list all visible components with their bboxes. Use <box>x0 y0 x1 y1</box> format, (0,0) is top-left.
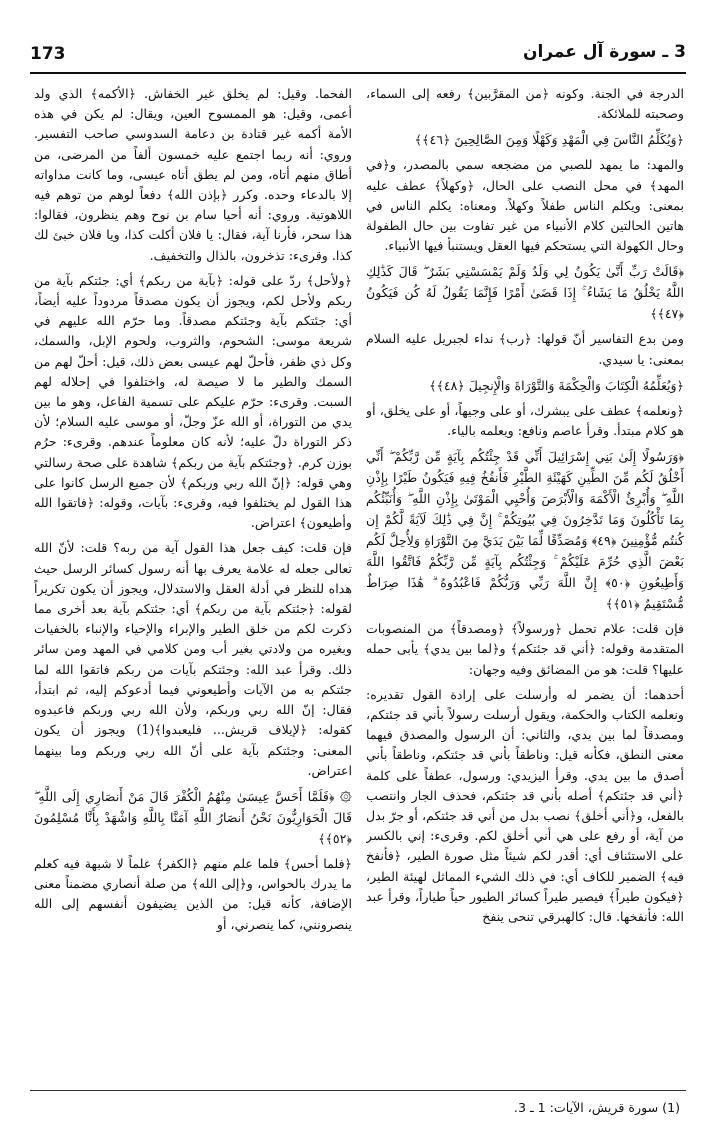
paragraph: الدرجة في الجنة. وكونه ﴿من المقرَّبين﴾ رفعه إلى السماء، وصحبته للملائكة. <box>366 86 684 122</box>
right-column <box>366 84 684 1059</box>
paragraph: ﴿ولأحل﴾ ردّ على قوله: ﴿بآية من ربكم﴾ أي: جئتكم بآية من ربكم ولأحل لكم، ويجوز أن يكون مصدقاً مردوداً عليه أيضاً، أي: جئتكم بآية وجئتكم مصدقاً. وما حرّم الله عليهم في شريعة موسى: الشحوم، والثروب، ولحوم الإبل، والسمك، وكل ذي ظفر، فأحلّ لهم عيسى بعض ذلك، قيل: أحلّ لهم من السمك والطير ما لا صيصة له، واختلفوا في إحلاله لهم السبت. وقرىء: حرّم عليكم على تسمية الفاعل، وهو ما بين يدي من التوراة، أو الله عزّ وجلّ، أو موسى عليه السلام؛ لأن ذكر التوراة دلّ عليه؛ لأنه كان معلوماً عندهم. وقرىء: حرُم بوزن كرم. ﴿وجئتكم بآية من ربكم﴾ شاهدة على صحة رسالتي وهي قوله: ﴿إنّ الله ربي وربكم﴾ لأن جميع الرسل كانوا على هذا القول لم يختلفوا فيه، وقرىء: بآيات، وقوله: ﴿فاتقوا الله وأطيعون﴾ اعتراض. <box>34 272 352 531</box>
paragraph: فإن قلت: كيف جعل هذا القول آية من ربه؟ قلت: لأنّ الله تعالى جعله له علامة يعرف بها أنه رسول كسائر الرسل حيث هداه للنظر في أدلة العقل والاستدلال، ويجوز أن يكون تكريراً لقوله: ﴿جئتكم بآية من ربكم﴾ أي: جئتكم بآية بعد أخرى مما ذكرت لكم من خلق الطير والإبراء والإحياء والإنباء بالخفيات وبغيره من ولادتي بغير أب ومن كلامي في المهد ومن سائر ذلك. وقرأ عبد الله: وجئتكم بآيات من ربكم فاتقوا الله لما جئتكم به من الآيات وأطيعوني فيما أدعوكم إليه، ثم ابتدأ، فقال: إنّ الله ربي وربكم، ولأن الله ربي وربكم فاعبدوه كقوله: ﴿لإيلاف قريش... فليعبدوا﴾(1) ويجوز أن يكون المعنى: وجئتكم بآية على أنّ الله ربي وربكم وما بينهما اعتراض. <box>34 540 352 778</box>
surah-title: 3 ـ سورة آل عمران <box>522 42 686 62</box>
quran-verse-47: ﴿قَالَتْ رَبِّ أَنَّىٰ يَكُونُ لِي وَلَدٌ وَلَمْ يَمْسَسْنِي بَشَرٌ ۖ قَالَ كَذَٰلِكِ اللَّهُ يَخْلُقُ مَا يَشَاءُ ۚ إِذَا قَضَىٰ أَمْرًا فَإِنَّمَا يَقُولُ لَهُ كُن فَيَكُونُ ﴿٤٧﴾﴾ <box>366 264 684 322</box>
paragraph: ومن بدع التفاسير أنّ قولها: ﴿رب﴾ نداء لجبريل عليه السلام بمعنى: يا سيدي. <box>366 331 684 367</box>
quran-verse-48: ﴿وَيُعَلِّمُهُ الْكِتَابَ وَالْحِكْمَةَ وَالتَّوْرَاةَ وَالْإِنجِيلَ ﴿٤٨﴾﴾ <box>429 377 684 393</box>
page-number: 173 <box>30 44 66 64</box>
paragraph: والمهد: ما يمهد للصبي من مضجعه سمي بالمصدر، و﴿في المهد﴾ في محل النصب على الحال، ﴿وكهلاً﴾ عطف عليه بمعنى: ويكلم الناس طفلاً وكهلاً. ومعناه: يكلم الناس في هاتين الحالتين كلام الأنبياء من غير تفاوت بين حال الطفولة وحال الكهولة التي يستحكم فيها العقل ويستنبأ فيها الأنبياء. <box>366 157 684 254</box>
quran-verse-46: ﴿وَيُكَلِّمُ النَّاسَ فِي الْمَهْدِ وَكَهْلًا وَمِنَ الصَّالِحِينَ ﴿٤٦﴾﴾ <box>414 132 684 148</box>
quran-verses-49-51: ﴿وَرَسُولًا إِلَىٰ بَنِي إِسْرَائِيلَ أَنِّي قَدْ جِئْتُكُم بِآيَةٍ مِّن رَّبِّكُمْ ۖ أَنِّي أَخْلُقُ لَكُم مِّنَ الطِّينِ كَهَيْئَةِ الطَّيْرِ فَأَنفُخُ فِيهِ فَيَكُونُ طَيْرًا بِإِذْنِ اللَّهِ ۖ وَأُبْرِئُ الْأَكْمَهَ وَالْأَبْرَصَ وَأُحْيِي الْمَوْتَىٰ بِإِذْنِ اللَّهِ ۖ وَأُنَبِّئُكُم بِمَا تَأْكُلُونَ وَمَا تَدَّخِرُونَ فِي بُيُوتِكُمْ ۚ إِنَّ فِي ذَٰلِكَ لَآيَةً لَّكُمْ إِن كُنتُم مُّؤْمِنِينَ ﴿٤٩﴾ وَمُصَدِّقًا لِّمَا بَيْنَ يَدَيَّ مِنَ التَّوْرَاةِ وَلِأُحِلَّ لَكُم بَعْضَ الَّذِي حُرِّمَ عَلَيْكُمْ ۚ وَجِئْتُكُم بِآيَةٍ مِّن رَّبِّكُمْ فَاتَّقُوا اللَّهَ وَأَطِيعُونِ ﴿٥٠﴾ إِنَّ اللَّهَ رَبِّي وَرَبُّكُمْ فَاعْبُدُوهُ ۗ هَٰذَا صِرَاطٌ مُّسْتَقِيمٌ ﴿٥١﴾﴾ <box>366 449 684 612</box>
paragraph: الفحما. وقيل: لم يخلق غير الخفاش. ﴿الأكمه﴾ الذي ولد أعمى، وقيل: هو الممسوح العين، ويقال: لم يكن في هذه الأمة أكمه غير قتادة بن دعامة السدوسي صاحب التفسير. وروي: أنه ربما اجتمع عليه خمسون ألفاً من المرضى، من أطاق منهم أتاه، ومن لم يطق أتاه عيسى، وما كانت مداواته إلا بالدعاء وحده. وكرر ﴿بإذن الله﴾ دفعاً لوهم من توهم فيه اللاهوتية. وروي: أنه أحيا سام بن نوح وهم ينظرون، فقالوا: هذا سحر، فأرنا آية، فقال: يا فلان أكلت كذا، ويا فلان خبئ لك كذا. وقرىء: تذخرون، بالذال والتخفيف. <box>34 86 352 263</box>
paragraph: ﴿فلما أحس﴾ فلما علم منهم ﴿الكفر﴾ علماً لا شبهة فيه كعلم ما يدرك بالحواس، و﴿إلى الله﴾ من صلة أنصاري مضمناً معنى الإضافة، كأنه قيل: من الذين يضيفون أنفسهم إلى الله ينصرونني، كما ينصرني، أو <box>34 855 352 932</box>
paragraph: فإن قلت: علام تحمل ﴿ورسولاً﴾ ﴿ومصدقاً﴾ من المنصوبات المتقدمة وقوله: ﴿أني قد جئتكم﴾ و﴿لما بين يدي﴾ يأبى حمله عليها؟ قلت: هو من المضائق وفيه وجهان: <box>366 621 684 677</box>
left-column <box>34 84 352 1059</box>
page-header <box>30 38 686 74</box>
footnote-divider <box>30 1090 686 1091</box>
footnote: (1) سورة قريش، الآيات: 1 ـ 3. <box>513 1100 680 1115</box>
paragraph: أحدهما: أن يضمر له وأرسلت على إرادة القول تقديره: ونعلمه الكتاب والحكمة، ويقول أرسلت رسولاً بأني قد جئتكم، ومصدقاً لما بين يدي، والثاني: أن الرسول والمصدق فيهما معنى النطق، فكأنه قيل: وناطقاً بأني قد جئتكم، وناطقاً بأني أصدق ما بين يدي. وقرأ اليزيدي: ورسول، عطفاً على كلمة ﴿أني قد جئتكم﴾ أصله بأني قد جئتكم، فحذف الجار وانتصب بالفعل، و﴿أني أخلق﴾ نصب بدل من أني قد جئتكم، أو جرّ بدل من آية، أو رفع على هي أني أخلق لكم. وقرىء: إني بالكسر على الاستئناف أي: أقدر لكم شيئاً مثل صورة الطير، ﴿فأنفخ فيه﴾ الضمير للكاف أي: في ذلك الشيء المماثل لهيئة الطير، ﴿فيكون طيراً﴾ فيصير طيراً كسائر الطيور حياً طياراً، وقرأ عبد الله: فأنفخها. قال: كالهبرقي تنحى ينفخ <box>366 686 684 925</box>
paragraph: ﴿ونعلمه﴾ عطف على يبشرك، أو على وجيهاً، أو على يخلق، أو هو كلام مبتدأ. وقرأ عاصم ونافع: ويعلمه بالياء. <box>366 402 684 439</box>
quran-verse-52: ۞ ﴿فَلَمَّا أَحَسَّ عِيسَىٰ مِنْهُمُ الْكُفْرَ قَالَ مَنْ أَنصَارِي إِلَى اللَّهِ ۖ قَالَ الْحَوَارِيُّونَ نَحْنُ أَنصَارُ اللَّهِ آمَنَّا بِاللَّهِ وَاشْهَدْ بِأَنَّا مُسْلِمُونَ ﴿٥٢﴾﴾ <box>34 788 352 846</box>
